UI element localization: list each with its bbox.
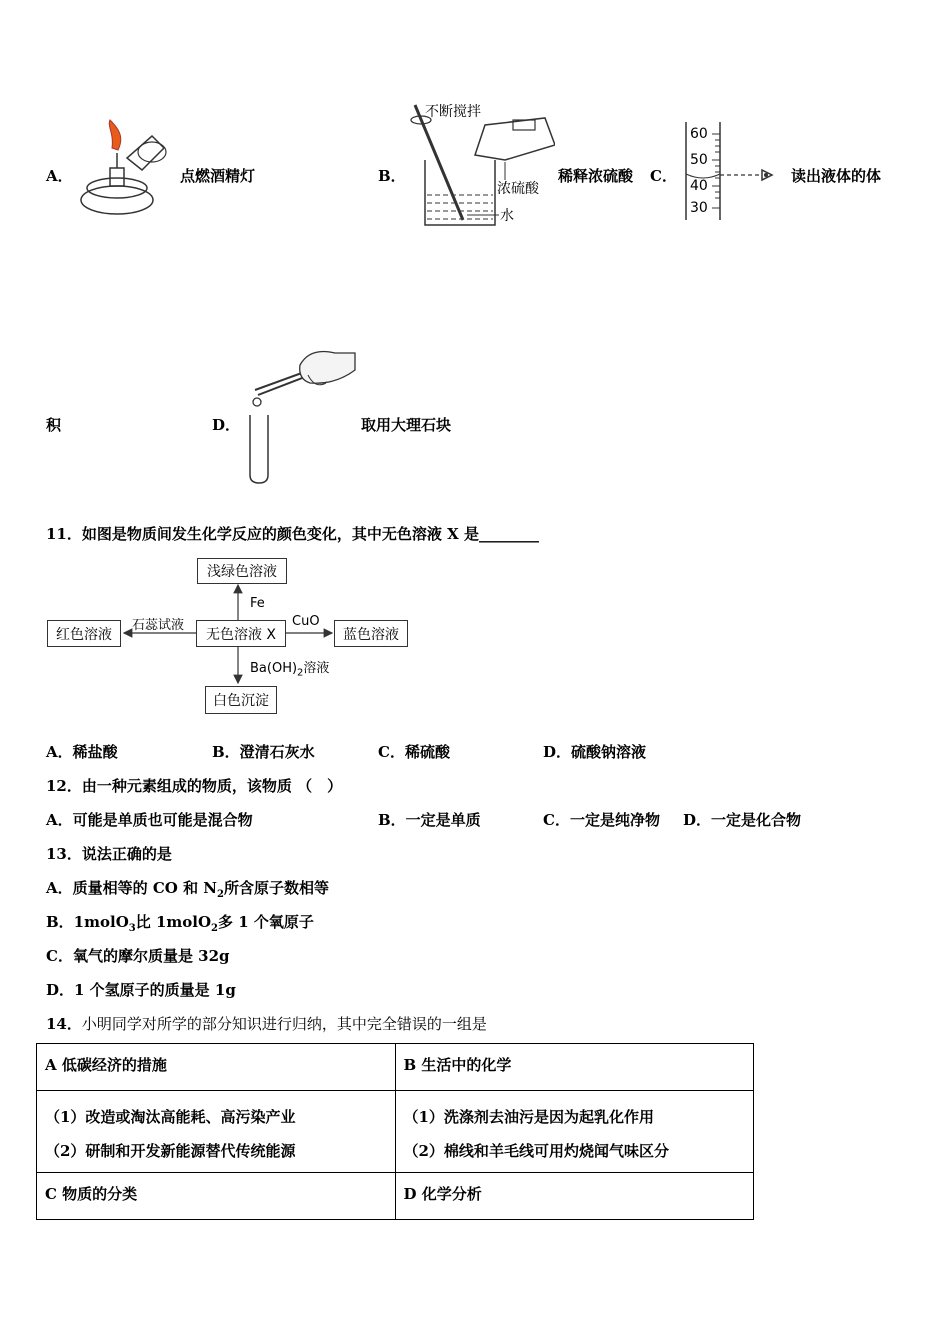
label-cuo: CuO — [292, 614, 320, 629]
box-red-solution: 红色溶液 — [47, 620, 121, 647]
box-white-precipitate: 白色沉淀 — [205, 686, 277, 714]
q12-option-d: D．一定是化合物 — [683, 811, 802, 829]
q10-option-d-text: 取用大理石块 — [361, 416, 452, 434]
q10-option-a-letter: A． — [46, 167, 73, 185]
q12-option-c: C．一定是纯净物 — [543, 811, 660, 829]
tick-label-30: 30 — [690, 200, 708, 216]
q13-option-b: B．1molO$_3$比 1molO$_2$多 1 个氧原子 — [46, 913, 314, 934]
q14-stem: 14．小明同学对所学的部分知识进行归纳，其中完全错误的一组是 — [46, 1015, 487, 1033]
cell-b-item: （1）洗涤剂去油污是因为起乳化作用 — [403, 1108, 654, 1126]
q10-option-d-letter: D． — [212, 416, 241, 434]
q11-option-a: A．稀盐酸 — [46, 743, 118, 761]
box-blue-solution: 蓝色溶液 — [334, 620, 408, 647]
tick-label-60: 60 — [690, 126, 708, 142]
q10-option-c-tail: 积 — [46, 416, 62, 434]
q12-option-b: B．一定是单质 — [378, 811, 481, 829]
q13-option-a: A．质量相等的 CO 和 $N_2$所含原子数相等 — [46, 879, 330, 900]
q11-stem: 11．如图是物质间发生化学反应的颜色变化，其中无色溶液 X 是________ — [46, 525, 539, 543]
cell-b-head: B 生活中的化学 — [395, 1044, 754, 1091]
water-label: 水 — [500, 208, 514, 224]
q11-option-b: B．澄清石灰水 — [212, 743, 315, 761]
q13-option-c: C．氧气的摩尔质量是 32g — [46, 947, 230, 965]
q11-option-c: C．稀硫酸 — [378, 743, 450, 761]
cell-a-items — [37, 1091, 396, 1173]
stir-label: 不断搅拌 — [425, 104, 481, 120]
box-light-green-solution: 浅绿色溶液 — [197, 558, 287, 584]
cell-b-item: （2）棉线和羊毛线可用灼烧闻气味区分 — [403, 1142, 669, 1160]
acid-label: 浓硫酸 — [497, 181, 539, 197]
label-baoh2-solution: $Ba(OH)_2$溶液 — [250, 661, 330, 679]
cell-c-head: C 物质的分类 — [37, 1173, 396, 1220]
q10-option-c-letter: C． — [650, 167, 677, 185]
label-fe: Fe — [250, 596, 265, 611]
marble-tongs-figure — [240, 345, 360, 490]
q10-option-b-letter: B． — [378, 167, 406, 185]
cell-a-item: （2）研制和开发新能源替代传统能源 — [45, 1142, 296, 1160]
q10-option-b-text: 稀释浓硫酸 — [558, 167, 634, 185]
alcohol-lamp-lighting-figure — [72, 118, 172, 223]
q12-option-a: A．可能是单质也可能是混合物 — [46, 811, 253, 829]
q14-knowledge-table — [36, 1043, 754, 1220]
cell-d-head: D 化学分析 — [395, 1173, 754, 1220]
box-colorless-solution-x: 无色溶液 X — [196, 620, 286, 647]
q13-stem: 13．说法正确的是 — [46, 845, 172, 863]
cell-b-items — [395, 1091, 754, 1173]
q13-option-d: D．1 个氢原子的质量是 1g — [46, 981, 236, 999]
q10-option-c-text: 读出液体的体 — [791, 167, 882, 185]
q11-option-d: D．硫酸钠溶液 — [543, 743, 647, 761]
q10-option-a-text: 点燃酒精灯 — [180, 167, 256, 185]
label-litmus: 石蕊试液 — [132, 618, 185, 633]
cell-a-head: A 低碳经济的措施 — [37, 1044, 396, 1091]
tick-label-40: 40 — [690, 178, 708, 194]
tick-label-50: 50 — [690, 152, 708, 168]
cell-a-item: （1）改造或淘汰高能耗、高污染产业 — [45, 1108, 296, 1126]
q12-stem: 12．由一种元素组成的物质，该物质 （ ） — [46, 777, 343, 795]
